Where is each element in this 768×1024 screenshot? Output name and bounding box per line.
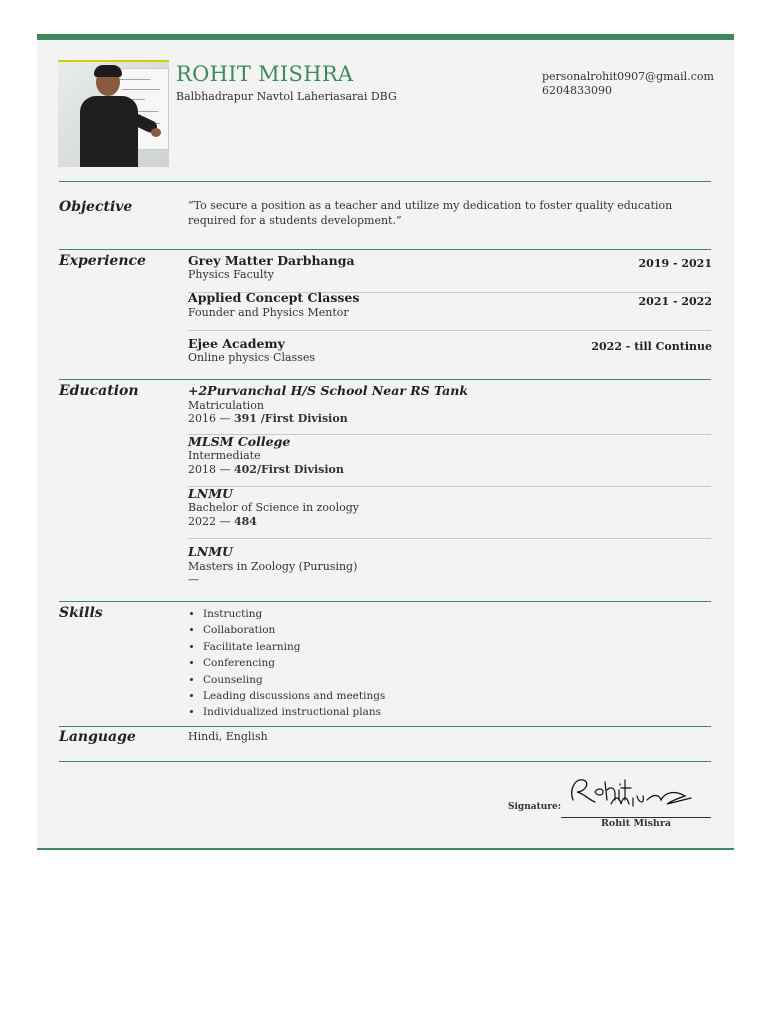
handwritten-signature xyxy=(567,770,707,816)
education-year: 2018 — xyxy=(188,463,234,476)
experience-date: 2021 - 2022 xyxy=(638,295,712,308)
experience-date: 2022 - till Continue xyxy=(591,340,712,353)
education-school: +2Purvanchal H/S School Near RS Tank xyxy=(188,383,468,398)
education-school: LNMU xyxy=(188,544,233,559)
section-divider xyxy=(59,181,711,182)
skill-item: • Facilitate learning xyxy=(203,639,385,655)
skill-item: • Conferencing xyxy=(203,655,385,671)
education-year: — xyxy=(188,573,199,586)
skill-item: • Collaboration xyxy=(203,622,385,638)
education-degree: Matriculation xyxy=(188,399,264,412)
experience-role: Online physics Classes xyxy=(188,351,315,364)
skill-item: • Leading discussions and meetings xyxy=(203,688,385,704)
section-divider xyxy=(59,761,711,762)
education-degree: Bachelor of Science in zoology xyxy=(188,501,359,514)
skills-list xyxy=(188,606,385,721)
phone-number: 6204833090 xyxy=(542,84,612,97)
skill-item: • Instructing xyxy=(203,606,385,622)
education-result xyxy=(188,412,348,425)
experience-role: Physics Faculty xyxy=(188,268,275,281)
education-result xyxy=(188,573,199,586)
education-result xyxy=(188,463,344,476)
education-result xyxy=(188,515,257,528)
section-divider xyxy=(59,726,711,727)
experience-date: 2019 - 2021 xyxy=(638,257,712,270)
candidate-name: ROHIT MISHRA xyxy=(176,62,354,86)
signature-name: Rohit Mishra xyxy=(601,818,671,829)
objective-heading: Objective xyxy=(59,199,133,215)
experience-org: Grey Matter Darbhanga xyxy=(188,253,355,268)
education-score: 402/First Division xyxy=(234,463,344,476)
signature-label: Signature: xyxy=(508,802,562,812)
contact-block xyxy=(542,70,714,98)
candidate-address: Balbhadrapur Navtol Laheriasarai DBG xyxy=(176,90,397,103)
education-degree: Masters in Zoology (Purusing) xyxy=(188,560,358,573)
language-heading: Language xyxy=(59,729,136,745)
education-degree: Intermediate xyxy=(188,449,261,462)
email-link[interactable]: personalrohit0907@gmail.com xyxy=(542,70,714,83)
item-divider xyxy=(188,330,711,331)
item-divider xyxy=(188,486,711,487)
item-divider xyxy=(188,538,711,539)
resume-sheet xyxy=(37,34,734,850)
skill-item: • Counseling xyxy=(203,672,385,688)
experience-org: Applied Concept Classes xyxy=(188,290,360,305)
education-year: 2022 — xyxy=(188,515,234,528)
skills-heading: Skills xyxy=(59,605,103,621)
skill-item: • Individualized instructional plans xyxy=(203,704,385,720)
objective-text: “To secure a position as a teacher and utilize my dedication to foster quality education required for a students development.” xyxy=(188,199,673,227)
education-year: 2016 — xyxy=(188,412,234,425)
section-divider xyxy=(59,379,711,380)
education-school: MLSM College xyxy=(188,434,291,449)
education-score: 391 /First Division xyxy=(234,412,348,425)
section-divider xyxy=(59,249,711,250)
section-divider xyxy=(59,601,711,602)
language-text: Hindi, English xyxy=(188,730,268,743)
experience-role: Founder and Physics Mentor xyxy=(188,306,349,319)
profile-photo xyxy=(58,60,169,167)
experience-org: Ejee Academy xyxy=(188,336,285,351)
education-school: LNMU xyxy=(188,486,233,501)
experience-heading: Experience xyxy=(59,253,146,269)
education-heading: Education xyxy=(59,383,139,399)
education-score: 484 xyxy=(234,515,257,528)
